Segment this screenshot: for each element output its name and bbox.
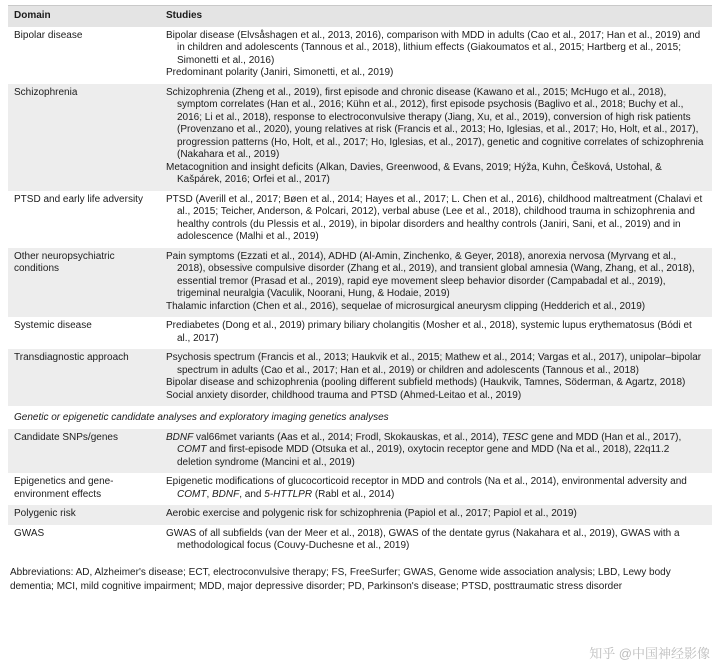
- table-body: [8, 27, 712, 557]
- studies-text-run: Epigenetic modifications of glucocorticoid receptor in MDD and controls (Na et al., 2014), environmental adversity and: [166, 476, 687, 487]
- studies-text-run: , and: [239, 488, 265, 500]
- studies-cell: [160, 349, 712, 406]
- studies-text-run: Bipolar disease and schizophrenia (pooling different subfield methods) (Haukvik, Tamnes, Söderman, & Agartz, 2018): [166, 377, 686, 388]
- studies-paragraph: [166, 251, 704, 301]
- studies-cell: [160, 191, 712, 248]
- table-row: [8, 429, 712, 474]
- domain-cell: Epigenetics and gene-environment effects: [14, 476, 114, 500]
- studies-cell: [160, 248, 712, 318]
- studies-cell: [160, 525, 712, 557]
- studies-paragraph: [166, 528, 704, 553]
- studies-text-run: Thalamic infarction (Chen et al., 2016), sequelae of microsurgical aneurysm clipping (Hedderich et al., 2019): [166, 300, 646, 312]
- table-row: [8, 317, 712, 349]
- column-header-domain: Domain: [8, 6, 160, 27]
- studies-paragraph: [166, 162, 704, 187]
- gene-name: COMT: [177, 488, 207, 500]
- domain-cell: GWAS: [14, 527, 45, 539]
- studies-text-run: Psychosis spectrum (Francis et al., 2013; Haukvik et al., 2015; Mathew et al., 2014; Vargas et al., 2017), unipolar–bipolar spectrum in adults (Cao et al., 2017; Han et al., 2019) or children and adolescents (Tannous et al., 2018): [166, 352, 702, 376]
- domain-cell: Candidate SNPs/genes: [14, 431, 118, 443]
- table-footnote: Abbreviations: AD, Alzheimer's disease; ECT, electroconvulsive therapy; FS, FreeSurfer; GWAS, Genome wide association analysis; LBD, Lewy body dementia; MCI, mild cognitive impairment; MDD, major depressive disorder; PD, Parkinson's disease; PTSD, posttraumatic stress disorder: [10, 566, 671, 592]
- domain-cell: Schizophrenia: [14, 86, 78, 98]
- studies-paragraph: [166, 377, 704, 390]
- studies-text-run: PTSD (Averill et al., 2017; Bøen et al., 2014; Hayes et al., 2017; L. Chen et al., 2016), childhood maltreatment (Chalavi et al., 2015; Teicher, Anderson, & Polcari, 2012), verbal abuse (Lee et al., 2018), childhood trauma in schizophrenia and healthy controls (du Plessis et al., 2019), in bipolar disorders and healthy controls (Janiri, Sani, et al., 2019) and in adolescence (Malhi et al., 2019): [166, 193, 703, 242]
- domain-cell: PTSD and early life adversity: [14, 193, 143, 205]
- header-row: [8, 6, 712, 27]
- studies-cell: [160, 505, 712, 525]
- section-header-label: Genetic or epigenetic candidate analyses and exploratory imaging genetics analyses: [14, 412, 389, 423]
- studies-text-run: ,: [206, 488, 213, 500]
- studies-text-run: Social anxiety disorder, childhood trauma and PTSD (Ahmed-Leitao et al., 2019): [166, 389, 522, 401]
- studies-cell: [160, 317, 712, 349]
- studies-paragraph: [166, 30, 704, 68]
- domain-cell: Bipolar disease: [14, 29, 83, 41]
- studies-paragraph: [166, 390, 704, 403]
- column-header-studies: Studies: [160, 6, 712, 27]
- domain-cell: Polygenic risk: [14, 508, 76, 519]
- domain-cell: Transdiagnostic approach: [14, 352, 129, 363]
- studies-paragraph: [166, 432, 704, 470]
- section-row: [8, 406, 712, 429]
- gene-name: BDNF: [212, 488, 240, 500]
- studies-paragraph: [166, 476, 704, 501]
- gene-name: BDNF: [166, 431, 194, 443]
- studies-paragraph: [166, 67, 704, 80]
- table-row: [8, 191, 712, 248]
- studies-text-run: gene and MDD (Han et al., 2017),: [528, 431, 682, 443]
- studies-text-run: and first-episode MDD (Otsuka et al., 2019), oxytocin receptor gene and MDD (Na et al., 2018), 22q11.2 deletion syndrome (Mancini et al., 2019): [177, 444, 670, 468]
- studies-text-run: val66met variants (Aas et al., 2014; Frodl, Skokauskas, et al., 2014),: [193, 431, 502, 443]
- studies-paragraph: [166, 194, 704, 244]
- studies-cell: [160, 27, 712, 84]
- studies-text-run: Metacognition and insight deficits (Alkan, Davies, Greenwood, & Evans, 2019; Hýža, Kuhn, Češková, Ustohal, & Kašpárek, 2016; Orfei et al., 2017): [166, 161, 662, 185]
- domain-cell: Systemic disease: [14, 320, 92, 331]
- studies-cell: [160, 429, 712, 474]
- table-row: [8, 525, 712, 557]
- studies-text-run: (Rabl et al., 2014): [312, 488, 395, 500]
- table-row: [8, 84, 712, 191]
- table-row: [8, 248, 712, 318]
- table-row: [8, 505, 712, 525]
- table-row: [8, 27, 712, 84]
- studies-text-run: Schizophrenia (Zheng et al., 2019), first episode and chronic disease (Kawano et al., 2015; McHugo et al., 2018), symptom correlates (Han et al., 2016; Kühn et al., 2012), first episode psychosis (Baglivo et al., 2018; Buchy et al., 2016; Li et al., 2018), response to electroconvulsive therapy (Jiang, Xu, et al., 2019), conversion of high risk patients (Provenzano et al., 2020), young relatives at risk (Francis et al., 2013; Ho, Iglesias, et al., 2017; Ho, Holt, et al., 2017), progression patterns (Ho, Holt, et al., 2017; Ho, Iglesias, et al., 2017), genetic and cognitive correlates of schizophrenia (Nakahara et al., 2019): [166, 86, 704, 160]
- studies-text-run: Aerobic exercise and polygenic risk for schizophrenia (Papiol et al., 2017; Papiol et al., 2019): [166, 508, 577, 519]
- studies-text-run: Prediabetes (Dong et al., 2019) primary biliary cholangitis (Mosher et al., 2018), systemic lupus erythematosus (Bódi et al., 2017): [166, 320, 692, 344]
- studies-paragraph: [166, 87, 704, 162]
- studies-paragraph: [166, 320, 704, 345]
- gene-name: 5-HTTLPR: [264, 488, 313, 500]
- studies-paragraph: [166, 508, 704, 521]
- table-row: [8, 349, 712, 406]
- studies-text-run: Pain symptoms (Ezzati et al., 2014), ADHD (Al-Amin, Zinchenko, & Geyer, 2018), anorexia nervosa (Myrvang et al., 2018), obsessive compulsive disorder (Zhang et al., 2019), and transient global amnesia (Wang, Zhang, et al., 2018), essential tremor (Prasad et al., 2019), rapid eye movement sleep behavior disorder (Campabadal et al., 2019), trigeminal neuralgia (Vaculik, Noorani, Hung, & Hodaie, 2019): [166, 250, 695, 299]
- studies-text-run: GWAS of all subfields (van der Meer et al., 2018), GWAS of the dentate gyrus (Nakahara et al., 2019), GWAS with a methodological focus (Couvy-Duchesne et al., 2019): [166, 527, 680, 551]
- studies-paragraph: [166, 352, 704, 377]
- studies-text-run: Predominant polarity (Janiri, Simonetti, et al., 2019): [166, 67, 394, 78]
- gene-name: TESC: [501, 431, 529, 443]
- studies-paragraph: [166, 301, 704, 314]
- gene-name: COMT: [177, 444, 207, 455]
- table-row: [8, 473, 712, 505]
- studies-cell: [160, 84, 712, 191]
- watermark: 知乎 @中国神经影像: [589, 646, 710, 661]
- studies-table: [8, 5, 712, 557]
- table-header: [8, 6, 712, 27]
- studies-cell: [160, 473, 712, 505]
- domain-cell: Other neuropsychiatric conditions: [14, 250, 115, 274]
- studies-text-run: Bipolar disease (Elvsåshagen et al., 2013, 2016), comparison with MDD in adults (Cao et al., 2017; Han et al., 2019) and in children and adolescents (Tannous et al., 2018), lithium effects (Giakoumatos et al., 2015; Hartberg et al., 2015; Simonetti et al., 2016): [166, 29, 701, 66]
